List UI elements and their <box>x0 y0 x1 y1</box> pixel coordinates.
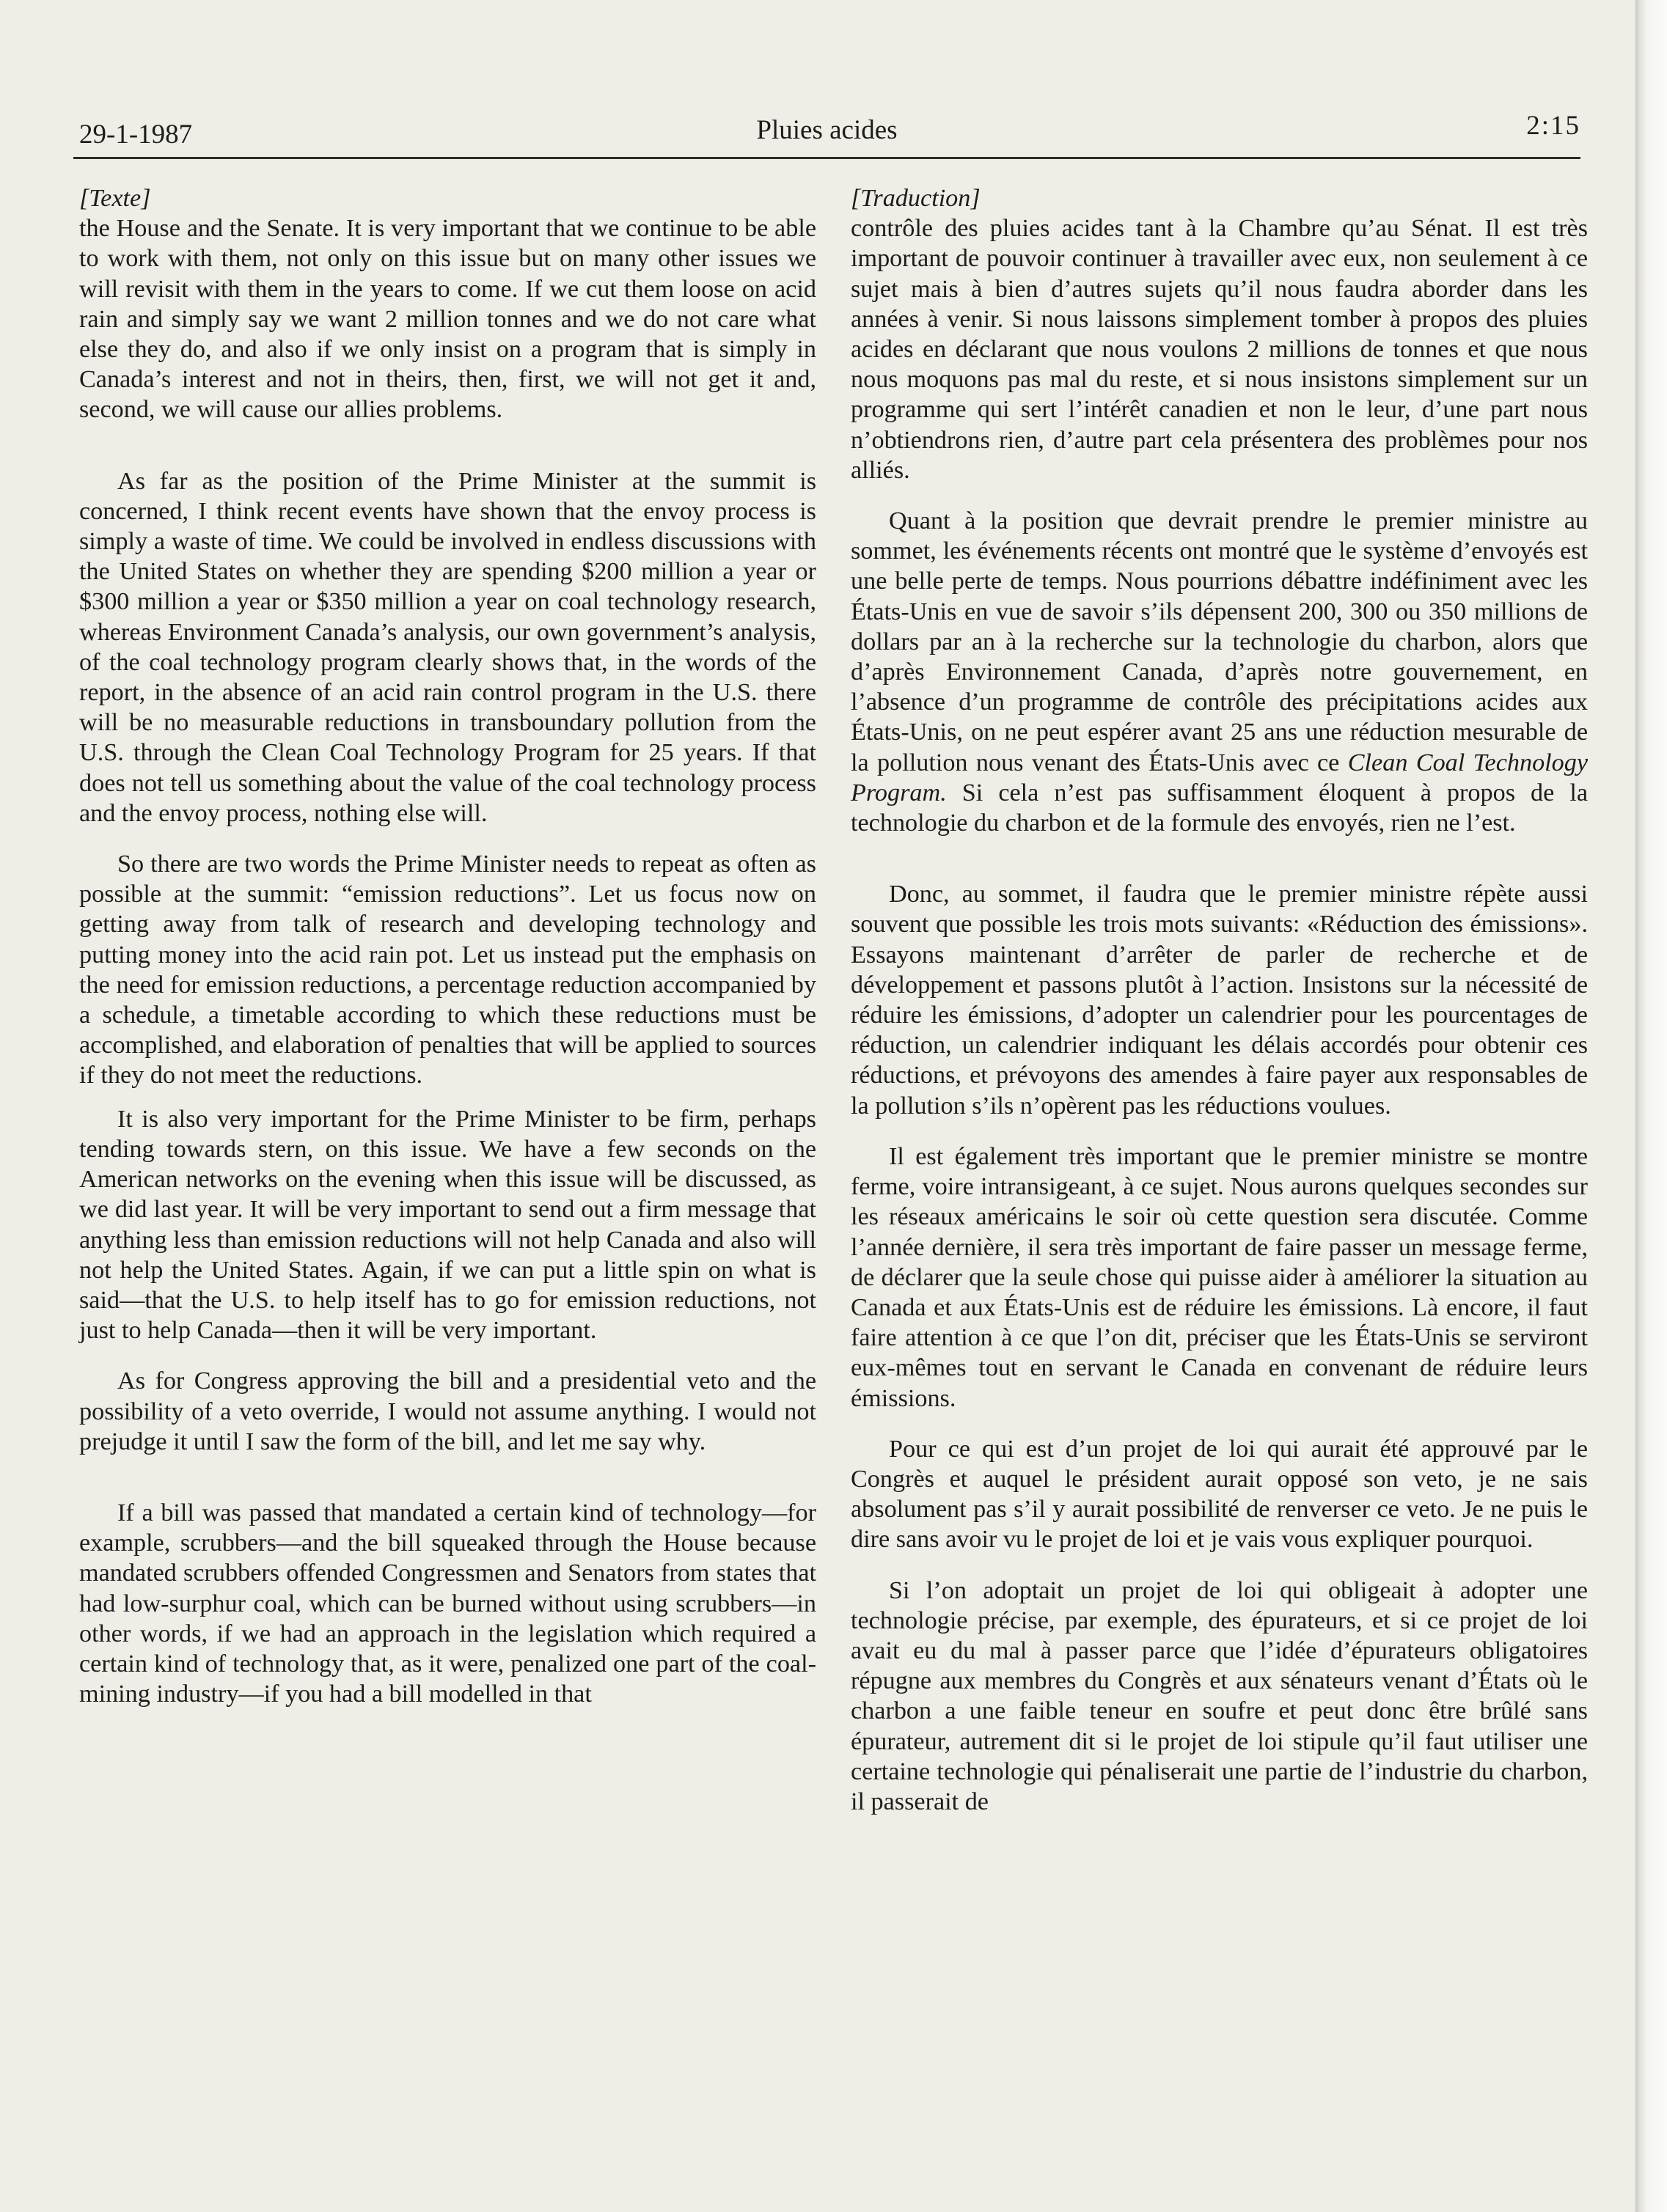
paragraph: the House and the Senate. It is very important that we continue to be able to work with them, not only on this issue but on many other issues we will revisit with them in the years to come. If we cut them loose on acid rain and simply say we want 2 million tonnes and we do not care what else they do, and also if we only insist on a program that is simply in Canada’s interest and not in theirs, then, first, we will not get it and, second, we will cause our allies problems. <box>79 215 816 424</box>
right-column-french <box>851 183 1588 1817</box>
paragraph: So there are two words the Prime Minister needs to repeat as often as possible at the summit: “emission reductions”. Let us focus now on getting away from talk of research and developing technology and putting money into the acid rain pot. Let us instead put the emphasis on the need for emission reductions, a percentage reduction accompanied by a schedule, a timetable according to which these reductions must be accomplished, and elaboration of penalties that will be applied to sources if they do not meet the reductions. <box>79 850 816 1090</box>
paragraph: It is also very important for the Prime Minister to be firm, perhaps tending towards stern, on this issue. We have a few seconds on the American networks on the evening when this issue will be discussed, as we did last year. It will be very important to send out a firm message that anything less than emission reductions will not help Canada and also will not help the United States. Again, if we can put a little spin on what is said—that the U.S. to help itself has to go for emission reductions, not just to help Canada—then it will be very important. <box>79 1105 816 1345</box>
paragraph: Il est également très important que le premier ministre se montre ferme, voire intransigeant, à ce sujet. Nous aurons quelques secondes sur les réseaux américains le soir où cette question sera discutée. Comme l’année dernière, il sera très important de faire passer un message ferme, de déclarer que la seule chose qui puisse aider à améliorer la situation au Canada et aux États-Unis est de réduire les émissions. Là encore, il faut faire attention à ce que l’on dit, préciser que les États-Unis se serviront eux-mêmes tout en servant le Canada en convenant de réduire leurs émissions. <box>851 1142 1588 1412</box>
paragraph: As far as the position of the Prime Minister at the summit is concerned, I think recent events have shown that the envoy process is simply a waste of time. We could be involved in endless discussions with the United States on whether they are spending $200 million a year or $300 million a year or $350 million a year on coal technology research, whereas Environment Canada’s analysis, our own government’s analysis, of the coal technology program clearly shows that, in the words of the report, in the absence of an acid rain control program in the U.S. there will be no measurable reductions in transboundary pollution from the U.S. through the Clean Coal Technology Program for 25 years. If that does not tell us something about the value of the coal technology process and the envoy process, nothing else will. <box>79 467 816 827</box>
paragraph: contrôle des pluies acides tant à la Chambre qu’au Sénat. Il est très important de pouvoir continuer à travailler avec eux, non seulement à ce sujet mais à bien d’autres sujets qu’il nous faudra aborder dans les années à venir. Si nous laissons simplement tomber à propos des pluies acides en déclarant que nous voulons 2 millions de tonnes et que nous nous moquons pas mal du reste, et si nous insistons simplement sur un programme qui sert l’intérêt canadien et non le leur, d’une part nous n’obtiendrons rien, d’autre part cela présentera des problèmes pour nos alliés. <box>851 215 1588 484</box>
paragraph: Pour ce qui est d’un projet de loi qui aurait été approuvé par le Congrès et auquel le président aurait opposé son veto, je ne sais absolument pas s’il y aurait possibilité de renverser ce veto. Je ne puis le dire sans avoir vu le projet de loi et je vais vous expliquer pourquoi. <box>851 1435 1588 1554</box>
paragraph: Donc, au sommet, il faudra que le premier ministre répète aussi souvent que possible les trois mots suivants: «Réduction des émissions». Essayons maintenant d’arrêter de parler de recherche et de développement et passons plutôt à l’action. Insistons sur la nécessité de réduire les émissions, d’adopter un calendrier pour les pourcentages de réduction, un calendrier indiquant les délais accordés pour obtenir ces réductions, et prévoyons des amendes à faire payer aux responsables de la pollution s’ils n’opèrent pas les réductions voulues. <box>851 881 1588 1120</box>
section-tag-texte: [Texte] <box>79 185 151 212</box>
left-column-english <box>79 183 816 1709</box>
header-title: Pluies acides <box>756 115 898 145</box>
page-edge <box>1635 0 1667 2212</box>
section-tag-traduction: [Traduction] <box>851 185 981 212</box>
paragraph-text: Quant à la position que devrait prendre le premier ministre au sommet, les événements récents ont montré que le système d’envoyés est une belle perte de temps. Nous pourrions débattre indéfiniment avec les États-Unis en vue de savoir s’ils dépensent 200, 300 ou 350 millions de dollars par an à la recherche sur la technologie du charbon, alors que d’après Environnement Canada, d’après notre gouvernement, en l’absence d’un programme de contrôle des précipitations acides aux États-Unis, on ne peut espérer avant 25 ans une réduction mesurable de la pollution nous venant des États-Unis avec ce <box>851 507 1588 776</box>
page-header <box>73 109 1580 159</box>
header-date: 29-1-1987 <box>79 120 193 150</box>
paragraph-text: Si cela n’est pas suffisamment éloquent à propos de la technologie du charbon et de la formule des envoyés, rien ne l’est. <box>851 779 1588 837</box>
paragraph: Si l’on adoptait un projet de loi qui obligeait à adopter une technologie précise, par exemple, des épurateurs, et si ce projet de loi avait eu du mal à passer parce que l’idée d’épurateurs obligatoires répugne aux membres du Congrès et aux sénateurs venant d’États où le charbon a une faible teneur en soufre et peut donc être brûlé sans épurateur, autrement dit si le projet de loi stipule qu’il faut utiliser une certaine technologie qui pénaliserait une partie de l’industrie du charbon, il passerait de <box>851 1576 1588 1815</box>
paragraph: As for Congress approving the bill and a presidential veto and the possibility of a veto override, I would not assume anything. I would not prejudge it until I saw the form of the bill, and let me say why. <box>79 1367 816 1455</box>
program-name: Clean Coal Technology Program. <box>851 749 1589 806</box>
paragraph: If a bill was passed that mandated a certain kind of technology—for example, scrubbers—and the bill squeaked through the House because mandated scrubbers offended Congressmen and Senators from states that had low-surphur coal, which can be burned without using scrubbers—in other words, if we had an approach in the legislation which required a certain kind of technology that, as it were, penalized one part of the coal-mining industry—if you had a bill modelled in that <box>79 1499 816 1708</box>
paragraph <box>851 506 1588 838</box>
page-number: 2:15 <box>1526 111 1580 141</box>
